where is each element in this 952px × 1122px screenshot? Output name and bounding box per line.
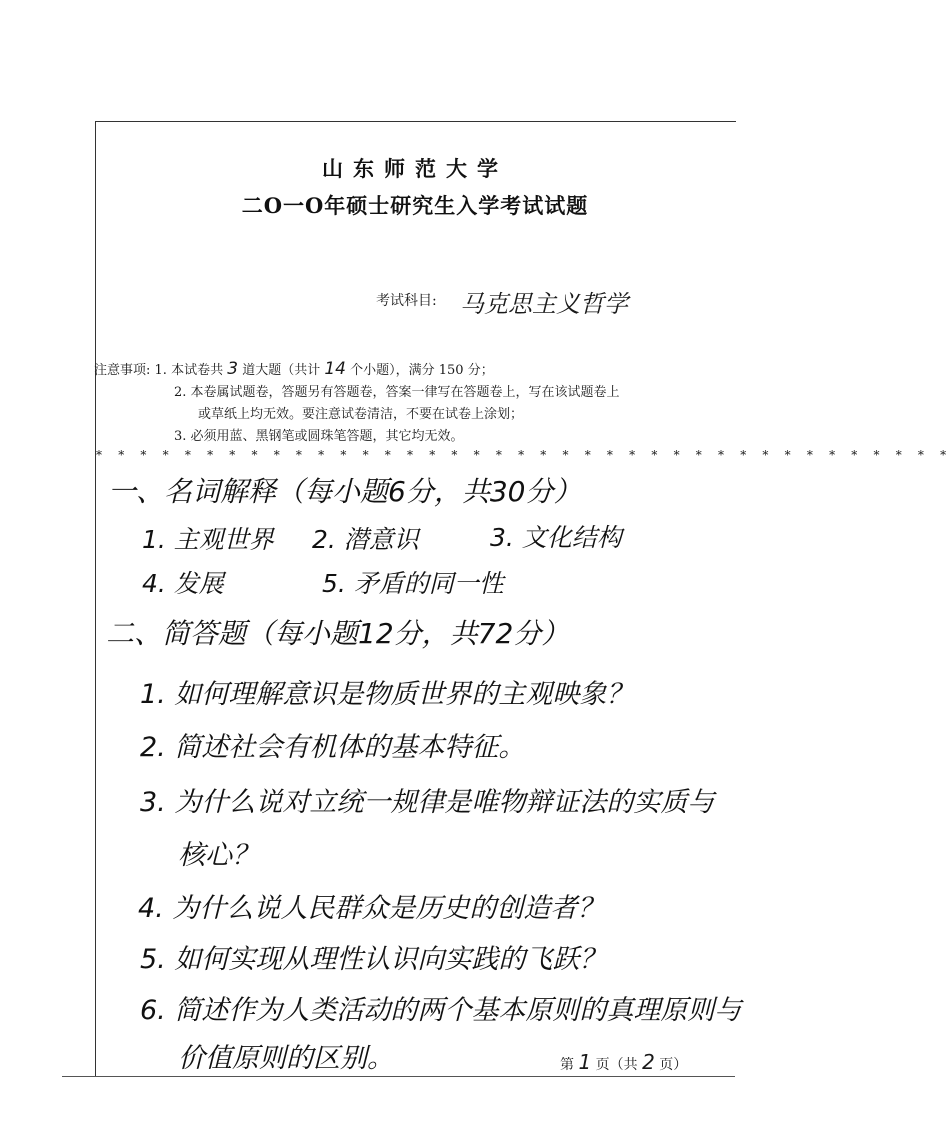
page-suffix: 页） [659,1057,688,1073]
term-item-5: 5. 矛盾的同一性 [322,569,504,598]
note1-text-a: 1. 本试卷共 [154,363,224,378]
term-item-3: 3. 文化结构 [490,523,622,552]
question-6: 6. 简述作为人类活动的两个基本原则的真理原则与 [140,995,742,1026]
note2-text: 2. 本卷属试题卷，答题另有答题卷，答案一律写在答题卷上，写在该试题卷上 [174,385,620,400]
section2-heading: 二、简答题（每小题12分，共72分） [106,617,570,650]
page-prefix: 第 [560,1057,574,1073]
term-item-2: 2. 潜意识 [312,525,419,554]
subject-value: 马克思主义哲学 [460,290,628,318]
subject-label: 考试科目: [376,293,437,309]
term-item-4: 4. 发展 [142,569,224,598]
note1-text-c: 个小题），满分 150 分； [350,363,494,378]
note-line-1 [94,358,754,382]
note2-cont-text: 或草纸上均无效。要注意试卷清洁，不要在试卷上涂划； [198,407,524,422]
exam-notes [94,358,754,448]
exam-title: 二O一O年硕士研究生入学考试试题 [241,193,589,218]
question-3: 3. 为什么说对立统一规律是唯物辩证法的实质与 [140,787,715,818]
page-mid: 页（共 [595,1057,638,1073]
term-item-1: 1. 主观世界 [142,525,274,554]
page-total: 2 [642,1050,655,1074]
note-line-2-cont [94,404,754,426]
frame-bottom-rule [62,1076,735,1077]
question-2: 2. 简述社会有机体的基本特征。 [140,732,526,763]
star-divider: * * * * * * * * * * * * * * * * * * * * * * * * * * * * * * * * * * * * * * * [96,448,952,462]
university-name: 山东师范大学 [322,156,508,181]
section1-heading: 一、名词解释（每小题6分，共30分） [108,475,582,508]
page-footer [560,1050,687,1074]
page-number: 1 [578,1050,592,1074]
question-4: 4. 为什么说人民群众是历史的创造者？ [138,893,605,924]
notes-prefix: 注意事项: [94,363,151,378]
subquestion-count: 14 [324,359,346,379]
note-line-3 [94,426,754,448]
note3-text: 3. 必须用蓝、黑钢笔或圆珠笔答题，其它均无效。 [174,429,464,444]
question-6-cont: 价值原则的区别。 [178,1043,394,1074]
question-5: 5. 如何实现从理性认识向实践的飞跃？ [140,944,607,975]
question-count: 3 [227,359,239,379]
question-1: 1. 如何理解意识是物质世界的主观映象？ [140,679,634,710]
note1-text-b: 道大题（共计 [242,363,321,378]
note-line-2 [94,382,754,404]
question-3-cont: 核心？ [178,840,259,871]
